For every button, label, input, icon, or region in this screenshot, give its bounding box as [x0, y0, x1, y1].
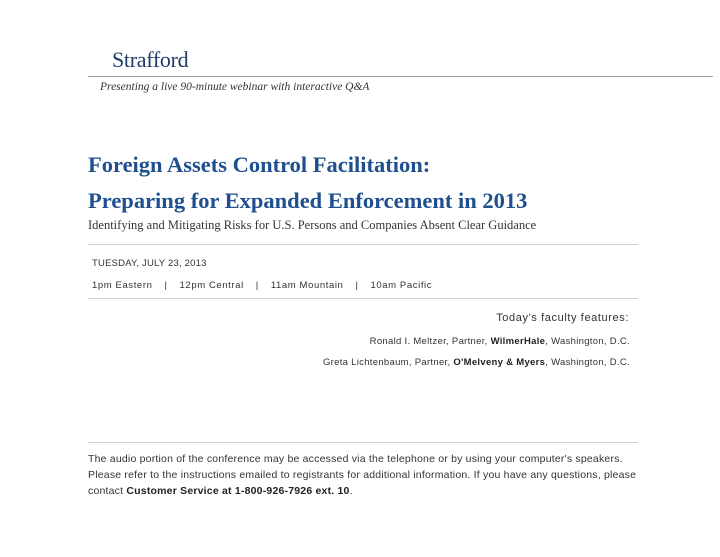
event-times	[92, 280, 432, 291]
faculty-heading: Today’s faculty features:	[496, 312, 629, 324]
audio-notice	[88, 451, 648, 499]
schedule-divider	[88, 298, 638, 299]
footer-divider	[88, 442, 638, 443]
header-divider	[88, 76, 713, 77]
title-line-2: Preparing for Expanded Enforcement in 2013	[88, 188, 528, 213]
time-eastern: 1pm Eastern	[92, 280, 153, 291]
time-mountain: 11am Mountain	[270, 280, 344, 291]
time-separator: |	[355, 280, 359, 291]
time-separator: |	[164, 280, 168, 291]
time-central: 12pm Central	[179, 280, 244, 291]
subtitle: Identifying and Mitigating Risks for U.S. Persons and Companies Absent Clear Guidance	[88, 218, 537, 232]
faculty-member	[370, 336, 630, 347]
faculty-firm: WilmerHale	[490, 336, 546, 347]
faculty-firm: O'Melveny & Myers	[453, 357, 546, 368]
time-separator: |	[255, 280, 259, 291]
customer-service-contact: Customer Service at 1-800-926-7926 ext. 10	[126, 485, 350, 497]
title-line-1: Foreign Assets Control Facilitation:	[88, 152, 431, 177]
audio-notice-end: .	[349, 485, 353, 497]
faculty-location: , Washington, D.C.	[545, 336, 630, 347]
time-pacific: 10am Pacific	[370, 280, 433, 291]
event-date: TUESDAY, JULY 23, 2013	[92, 258, 207, 269]
audio-notice-text: The audio portion of the conference may be accessed via the telephone or by using your computer's speakers. Please refer to the instructions emailed to registrants for additional information. If you have any questions, please contact	[88, 453, 637, 497]
tagline: Presenting a live 90-minute webinar with interactive Q&A	[100, 81, 370, 93]
strafford-logo: Strafford	[112, 47, 189, 72]
faculty-name: Ronald I. Meltzer, Partner,	[369, 336, 488, 347]
subtitle-divider	[88, 244, 638, 245]
faculty-location: , Washington, D.C.	[545, 357, 630, 368]
faculty-member	[323, 357, 630, 368]
faculty-name: Greta Lichtenbaum, Partner,	[322, 357, 451, 368]
page-title	[88, 147, 527, 219]
